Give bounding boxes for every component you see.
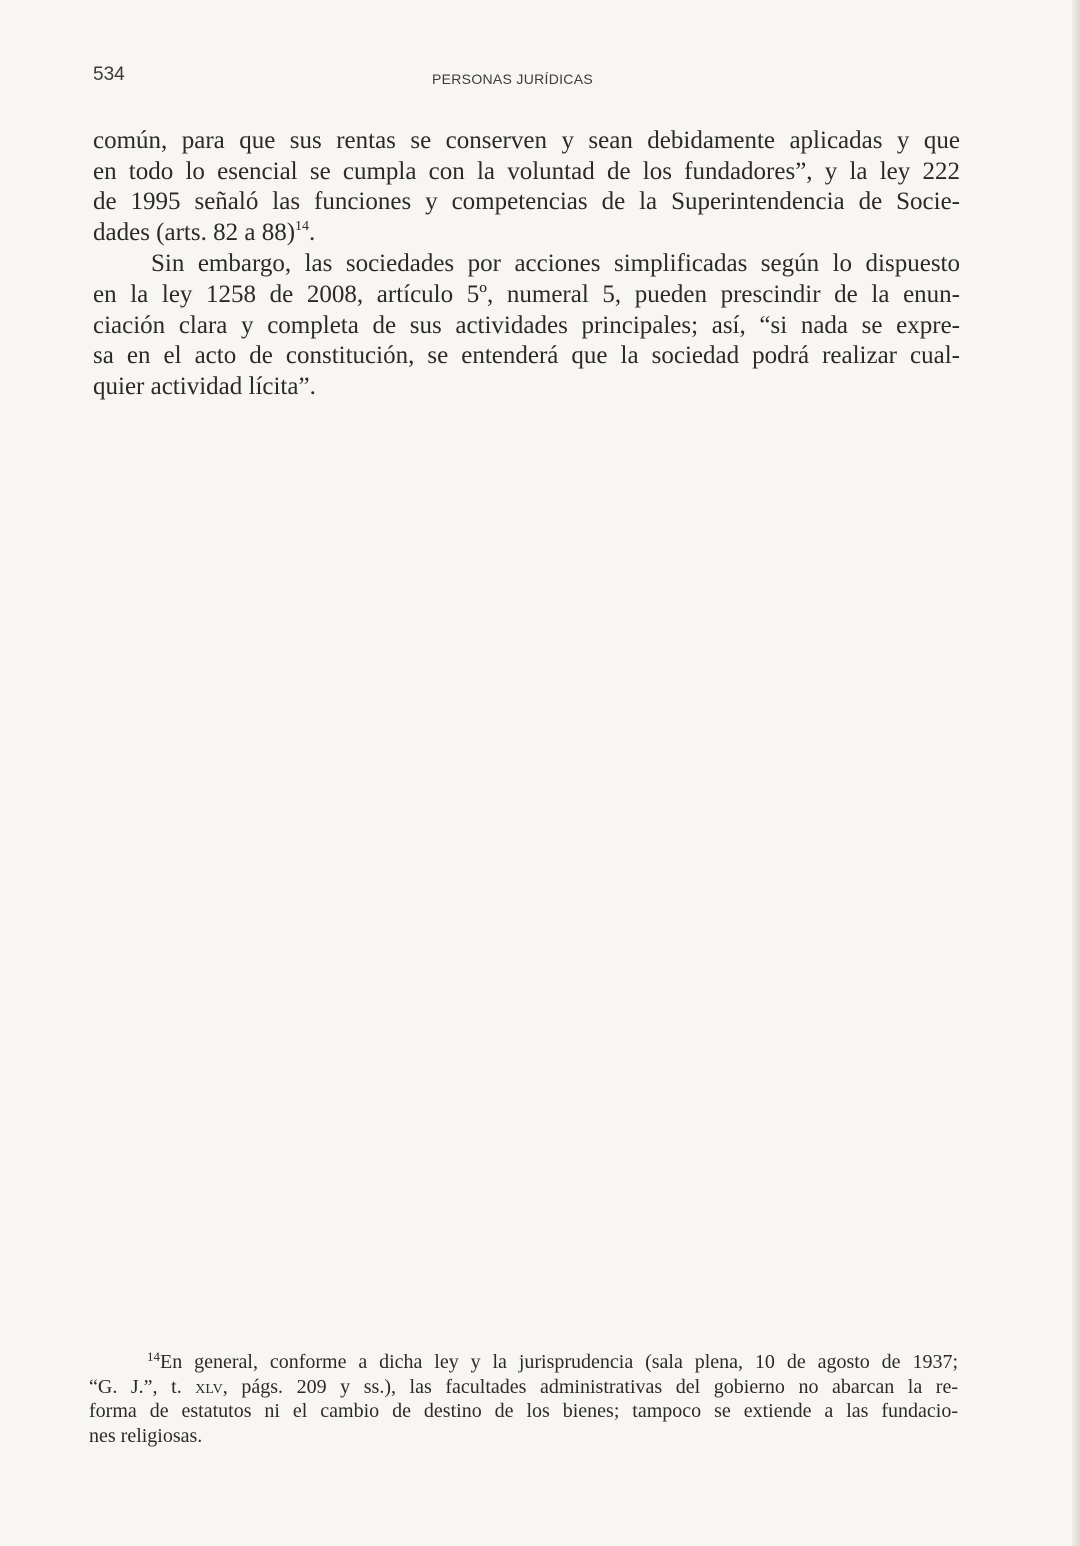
text-line: común, para que sus rentas se conserven y sean debidamente aplicadas y que [93,127,960,154]
footnote-line: nes religiosas. [89,1424,203,1447]
text-segment: dades (arts. 82 a 88) [93,218,296,246]
text-line: en todo lo esencial se cumpla con la voluntad de los fundadores”, y la ley 222 [93,157,960,185]
body-text [93,126,960,402]
text-segment: , págs. 209 y ss.), las facultades administrativas del gobierno no abarcan la re- [222,1375,958,1398]
page-edge-shadow [1072,0,1080,1546]
text-line: en la ley 1258 de 2008, artículo 5º, numeral 5, pueden prescindir de la enun- [93,280,960,308]
text-line [93,218,960,249]
footnote-line: forma de estatutos ni el cambio de destino de los bienes; tampoco se extiende a las fundacio- [89,1400,958,1422]
text-line: quier actividad lícita”. [93,372,316,400]
text-segment: En general, conforme a dicha ley y la jurisprudencia (sala plena, 10 de agosto de 1937; [160,1351,958,1373]
text-line: de 1995 señaló las funciones y competencias de la Superintendencia de Socie- [93,188,960,216]
text-line: Sin embargo, las sociedades por acciones simplificadas según lo dispuesto [151,250,960,278]
footnote-line [89,1375,958,1400]
footnote-marker: 14 [147,1349,160,1364]
paragraph-1 [93,126,960,248]
text-line: sa en el acto de constitución, se entenderá que la sociedad podrá realizar cual- [93,342,960,370]
text-line: ciación clara y completa de sus actividades principales; así, “si nada se expre- [93,311,960,339]
page-number: 534 [93,64,125,85]
footnote-reference[interactable]: 14 [295,218,310,234]
footnote-14 [89,1350,958,1448]
footnote-line [89,1350,958,1375]
running-head: PERSONAS JURÍDICAS [432,71,593,87]
roman-numeral: xlv [195,1375,223,1398]
text-segment: “G. J.”, t. [89,1375,196,1398]
paragraph-2 [93,249,960,402]
text-segment: . [309,218,316,246]
